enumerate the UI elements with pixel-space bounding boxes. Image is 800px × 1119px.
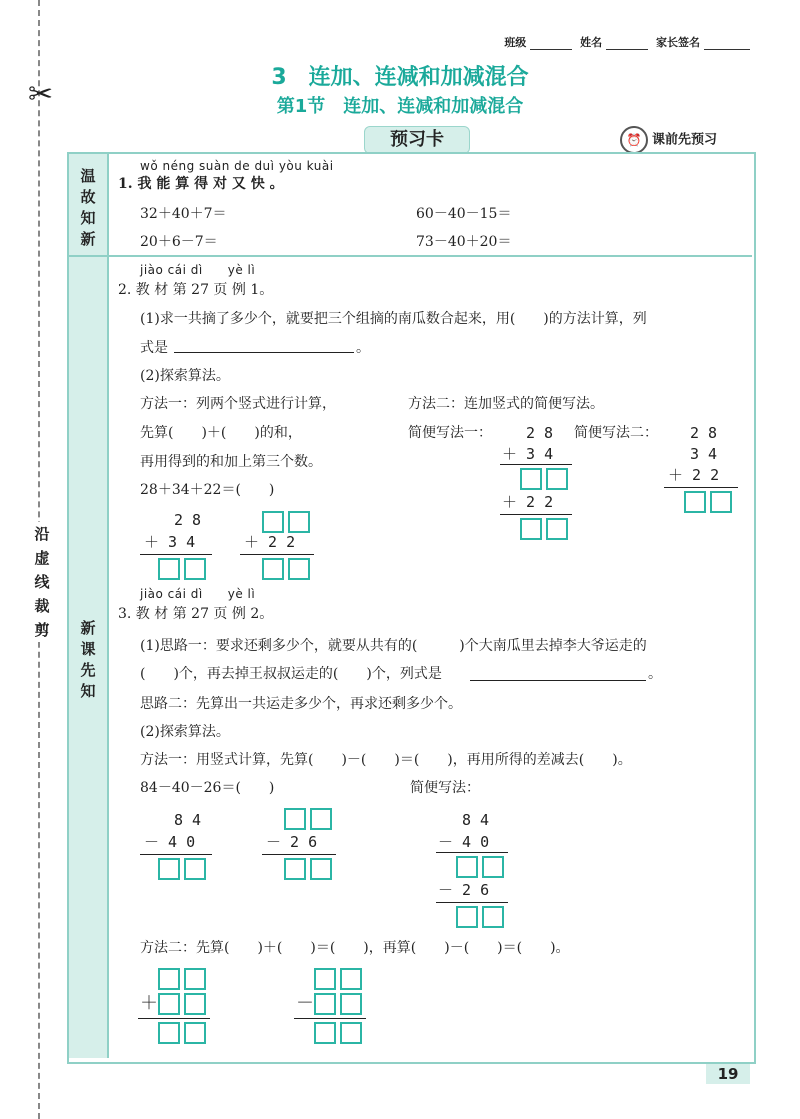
- minus-sign: －: [296, 993, 314, 1014]
- q1-expr: 73－40＋20＝: [416, 234, 512, 250]
- answer-box[interactable]: [184, 1022, 206, 1044]
- answer-box[interactable]: [158, 968, 180, 990]
- answer-box[interactable]: [710, 491, 732, 513]
- answer-box[interactable]: [520, 518, 542, 540]
- answer-box[interactable]: [456, 856, 478, 878]
- q2-method1: 方法一：列两个竖式进行计算，: [140, 396, 336, 412]
- answer-line[interactable]: [470, 680, 646, 681]
- chapter-title: 3 连加、连减和加减混合: [271, 65, 529, 90]
- student-info-fields: [504, 34, 754, 50]
- answer-box[interactable]: [314, 993, 336, 1015]
- q1-expr: 60－40－15＝: [416, 206, 512, 222]
- scissors-icon: ✂: [28, 77, 54, 112]
- q2-pinyin: jiào cái dì yè lì: [140, 263, 256, 277]
- answer-box[interactable]: [288, 558, 310, 580]
- name-field[interactable]: [606, 38, 648, 50]
- answer-box[interactable]: [340, 993, 362, 1015]
- answer-box[interactable]: [546, 468, 568, 490]
- card-title: 预习卡: [364, 126, 470, 154]
- class-label: 班级: [504, 36, 527, 49]
- plus-sign: ＋: [140, 993, 158, 1014]
- answer-box[interactable]: [284, 808, 306, 830]
- answer-box[interactable]: [310, 808, 332, 830]
- answer-box[interactable]: [314, 1022, 336, 1044]
- answer-box[interactable]: [284, 858, 306, 880]
- answer-box[interactable]: [314, 968, 336, 990]
- q3-pinyin: jiào cái dì yè lì: [140, 587, 256, 601]
- answer-box[interactable]: [546, 518, 568, 540]
- answer-box[interactable]: [340, 968, 362, 990]
- answer-box[interactable]: [482, 856, 504, 878]
- q2-part2: (2)探索算法。: [140, 368, 230, 384]
- q2-method2: 方法二：连加竖式的简便写法。: [408, 396, 604, 412]
- answer-box[interactable]: [288, 511, 310, 533]
- answer-box[interactable]: [184, 858, 206, 880]
- name-label: 姓名: [580, 36, 603, 49]
- answer-box[interactable]: [158, 858, 180, 880]
- q2-title: 2. 教 材 第 27 页 例 1。: [118, 282, 274, 298]
- answer-box[interactable]: [158, 993, 180, 1015]
- parent-sign-field[interactable]: [704, 38, 750, 50]
- cut-instruction: 沿 虚 线 裁 剪: [33, 522, 51, 642]
- q2-part1-line1: (1)求一共摘了多少个，就要把三个组摘的南瓜数合起来，用( )的方法计算，列: [140, 311, 647, 327]
- answer-box[interactable]: [184, 993, 206, 1015]
- q1-expr: 32＋40＋7＝: [140, 206, 227, 222]
- q3-title: 3. 教 材 第 27 页 例 2。: [118, 606, 274, 622]
- answer-box[interactable]: [310, 858, 332, 880]
- answer-box[interactable]: [158, 1022, 180, 1044]
- q1-expr: 20＋6－7＝: [140, 234, 218, 250]
- q1-title: 1. 我 能 算 得 对 又 快 。: [118, 176, 284, 192]
- q2-part1-line2: 式是: [140, 340, 168, 356]
- preview-badge: ⏰ 课前先预习: [620, 126, 717, 154]
- q1-pinyin: wǒ néng suàn de duì yòu kuài: [140, 159, 334, 173]
- answer-box[interactable]: [184, 968, 206, 990]
- answer-box[interactable]: [482, 906, 504, 928]
- answer-box[interactable]: [184, 558, 206, 580]
- answer-box[interactable]: [456, 906, 478, 928]
- answer-box[interactable]: [340, 1022, 362, 1044]
- answer-box[interactable]: [684, 491, 706, 513]
- alarm-clock-icon: ⏰: [620, 126, 648, 154]
- answer-box[interactable]: [262, 511, 284, 533]
- section-title: 第1节 连加、连减和加减混合: [276, 96, 524, 117]
- sidebar-new-label: 新 课 先 知: [80, 619, 96, 700]
- class-field[interactable]: [530, 38, 572, 50]
- parent-sign-label: 家长签名: [656, 36, 700, 49]
- answer-line[interactable]: [174, 352, 354, 353]
- answer-box[interactable]: [158, 558, 180, 580]
- sidebar-review-label: 温 故 知 新: [80, 167, 96, 248]
- answer-box[interactable]: [520, 468, 542, 490]
- section-divider: [69, 255, 752, 257]
- answer-box[interactable]: [262, 558, 284, 580]
- page-number: 19: [706, 1064, 750, 1084]
